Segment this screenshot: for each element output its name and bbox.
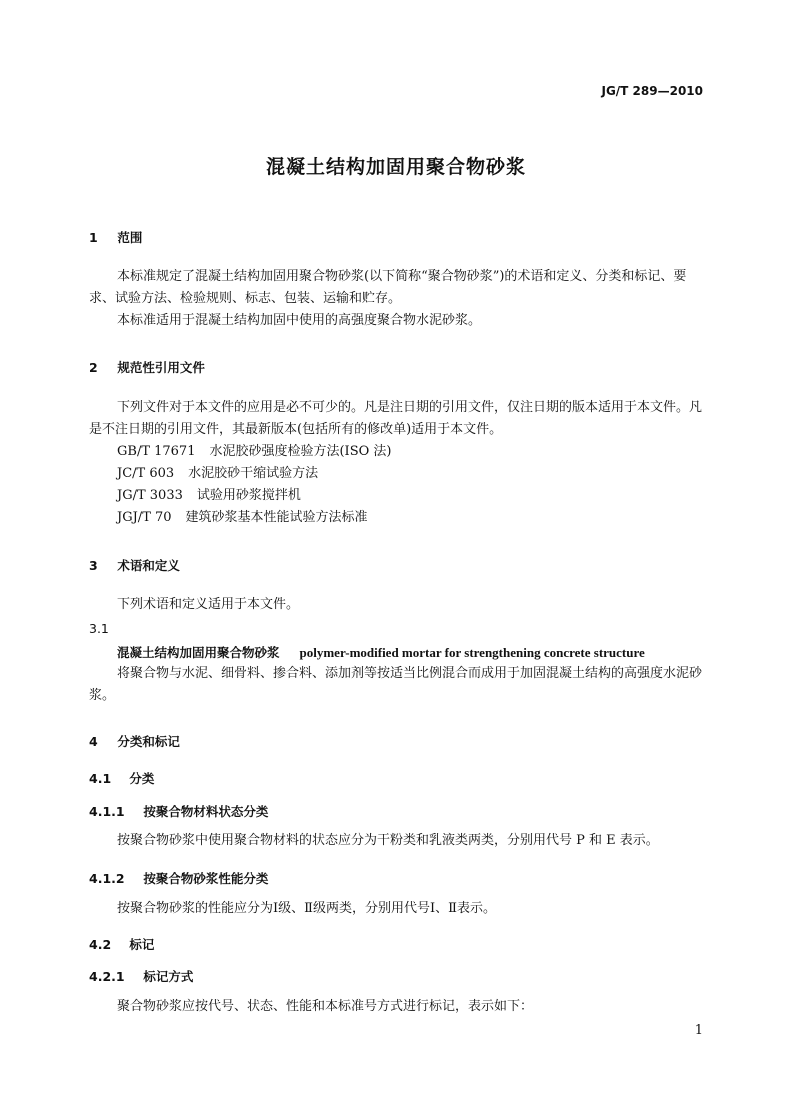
section-2-heading: [89, 358, 205, 376]
section-2-paragraph: 下列文件对于本文件的应用是必不可少的。凡是注日期的引用文件，仅注日期的版本适用于本文件。凡是不注日期的引用文件，其最新版本(包括所有的修改单)适用于本文件。: [89, 400, 703, 437]
subsection-4-1-2-paragraph: 按聚合物砂浆的性能应分为Ⅰ级、Ⅱ级两类，分别用代号Ⅰ、Ⅱ表示。: [117, 901, 496, 916]
reference-name: 试验用砂浆搅拌机: [196, 488, 301, 503]
reference-item: [117, 485, 301, 507]
subsection-4-1-1-heading: [89, 802, 268, 820]
reference-code: JGJ/T 70: [117, 510, 172, 525]
reference-name: 水泥胶砂强度检验方法(ISO 法): [209, 444, 392, 459]
document-title: 混凝土结构加固用聚合物砂浆: [265, 156, 526, 178]
reference-code: JC/T 603: [117, 466, 175, 481]
section-4-heading: [89, 732, 180, 750]
reference-code: GB/T 17671: [117, 444, 196, 459]
subsection-4-1-1-paragraph: 按聚合物砂浆中使用聚合物材料的状态应分为干粉类和乳液类两类，分别用代号 P 和 E 表示。: [117, 833, 659, 848]
reference-item: [117, 463, 318, 485]
section-number: 4: [89, 734, 98, 749]
standard-number: JG/T 289—2010: [601, 84, 703, 98]
section-number: 2: [89, 360, 98, 375]
section-1-paragraph-1: 本标准规定了混凝土结构加固用聚合物砂浆(以下简称“聚合物砂浆”)的术语和定义、分类和标记、要求、试验方法、检验规则、标志、包装、运输和贮存。: [89, 269, 687, 306]
subsection-4-2-1-paragraph: 聚合物砂浆应按代号、状态、性能和本标准号方式进行标记，表示如下：: [117, 999, 534, 1014]
term-definition: 将聚合物与水泥、细骨料、掺合料、添加剂等按适当比例混合而成用于加固混凝土结构的高强度水泥砂浆。: [89, 666, 703, 703]
subsection-4-1-heading: [89, 769, 154, 787]
page-number: 1: [694, 1023, 703, 1038]
section-title: 分类: [129, 771, 155, 786]
section-title: 标记方式: [143, 969, 194, 984]
section-title: 规范性引用文件: [117, 360, 205, 375]
section-title: 术语和定义: [117, 558, 180, 573]
section-3-heading: [89, 556, 180, 574]
section-number: 3: [89, 558, 98, 573]
section-title: 按聚合物材料状态分类: [143, 804, 269, 819]
section-1-heading: [89, 228, 142, 246]
reference-name: 水泥胶砂干缩试验方法: [188, 466, 319, 481]
section-title: 按聚合物砂浆性能分类: [143, 871, 269, 886]
subsection-4-1-2-heading: [89, 869, 268, 887]
section-number: 4.1.1: [89, 804, 125, 819]
section-title: 标记: [129, 937, 155, 952]
subsection-4-2-heading: [89, 935, 154, 953]
subsection-number: 3.1: [89, 621, 109, 636]
section-number: 4.2: [89, 937, 112, 952]
section-number: 4.1: [89, 771, 112, 786]
section-title: 分类和标记: [117, 734, 180, 749]
reference-code: JG/T 3033: [117, 488, 183, 503]
term-entry: [117, 642, 645, 661]
section-number: 1: [89, 230, 98, 245]
section-3-paragraph: 下列术语和定义适用于本文件。: [117, 597, 300, 612]
section-number: 4.1.2: [89, 871, 125, 886]
section-title: 范围: [117, 230, 143, 245]
section-1-paragraph-2: 本标准适用于混凝土结构加固中使用的高强度聚合物水泥砂浆。: [117, 313, 482, 328]
reference-item: [117, 507, 368, 529]
reference-item: [117, 441, 391, 463]
term-chinese: 混凝土结构加固用聚合物砂浆: [117, 645, 280, 660]
section-number: 4.2.1: [89, 969, 125, 984]
subsection-4-2-1-heading: [89, 967, 193, 985]
reference-name: 建筑砂浆基本性能试验方法标准: [185, 510, 368, 525]
term-english: polymer-modified mortar for strengthening concrete structure: [299, 645, 645, 660]
